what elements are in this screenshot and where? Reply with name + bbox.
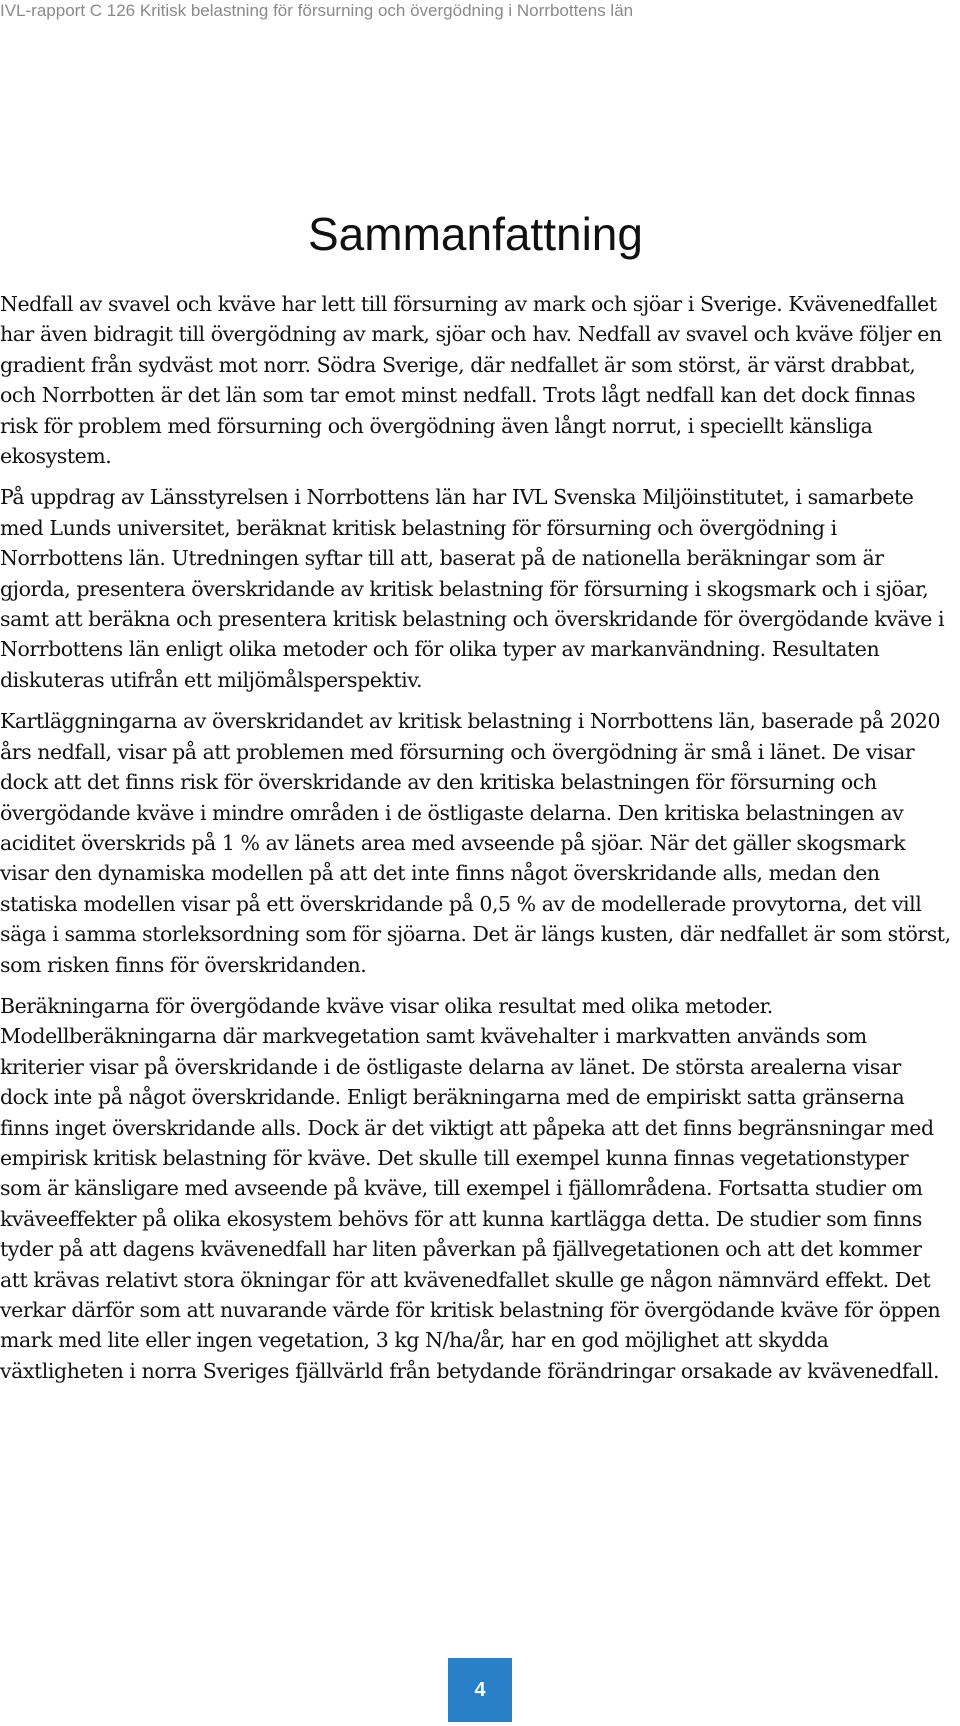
paragraph-1: Nedfall av svavel och kväve har lett till försurning av mark och sjöar i Sverige. Kvävenedfallet har även bidragit till övergödning av mark, sjöar och hav. Nedfall av svavel och kväve följer en gradient från sydväst mot norr. Södra Sverige, där nedfallet är som störst, är värst drabbat, och Norrbotten är det län som tar emot minst nedfall. Trots lågt nedfall kan det dock finnas risk för problem med försurning och övergödning även långt norrut, i speciellt känsliga ekosystem. bbox=[0, 292, 942, 469]
page-title: Sammanfattning bbox=[308, 208, 643, 260]
page-number: 4 bbox=[448, 1658, 512, 1722]
running-header: IVL-rapport C 126 Kritisk belastning för försurning och övergödning i Norrbottens län bbox=[0, 1, 634, 20]
paragraph-2: På uppdrag av Länsstyrelsen i Norrbottens län har IVL Svenska Miljöinstitutet, i samarbete med Lunds universitet, beräknat kritisk belastning för försurning och övergödning i Norrbottens län. Utredningen syftar till att, baserat på de nationella beräkningar som är gjorda, presentera överskridande av kritisk belastning för försurning i skogsmark och i sjöar, samt att beräkna och presentera kritisk belastning och överskridande för övergödande kväve i Norrbottens län enligt olika metoder och för olika typer av markanvändning. Resultaten diskuteras utifrån ett miljömålsperspektiv. bbox=[0, 485, 945, 692]
paragraph-3: Kartläggningarna av överskridandet av kritisk belastning i Norrbottens län, baserade på 2020 års nedfall, visar på att problemen med försurning och övergödning är små i länet. De visar dock att det finns risk för överskridande av den kritiska belastningen för försurning och övergödande kväve i mindre områden i de östligaste delarna. Den kritiska belastningen av aciditet överskrids på 1 % av länets area med avseende på sjöar. När det gäller skogsmark visar den dynamiska modellen på att det inte finns något överskridande alls, medan den statiska modellen visar på ett överskridande på 0,5 % av de modellerade provytorna, det vill säga i samma storleksordning som för sjöarna. Det är längs kusten, där nedfallet är som störst, som risken finns för överskridanden. bbox=[0, 709, 951, 977]
paragraph-4: Beräkningarna för övergödande kväve visar olika resultat med olika metoder. Modellberäkningarna där markvegetation samt kvävehalter i markvatten används som kriterier visar på överskridande i de östligaste delarna av länet. De största arealerna visar dock inte på något överskridande. Enligt beräkningarna med de empiriskt satta gränserna finns inget överskridande alls. Dock är det viktigt att påpeka att det finns begränsningar med empirisk kritisk belastning för kväve. Det skulle till exempel kunna finnas vegetationstyper som är känsligare med avseende på kväve, till exempel i fjällområdena. Fortsatta studier om kväveeffekter på olika ekosystem behövs för att kunna kartlägga detta. De studier som finns tyder på att dagens kvävenedfall har liten påverkan på fjällvegetationen och att det kommer att krävas relativt stora ökningar för att kvävenedfallet skulle ge någon nämnvärd effekt. Det verkar därför som att nuvarande värde för kritisk belastning för övergödande kväve för öppen mark med lite eller ingen vegetation, 3 kg N/ha/år, har en god möjlighet att skydda växtligheten i norra Sveriges fjällvärld från betydande förändringar orsakade av kvävenedfall. bbox=[0, 993, 941, 1383]
body-text bbox=[0, 289, 952, 1397]
